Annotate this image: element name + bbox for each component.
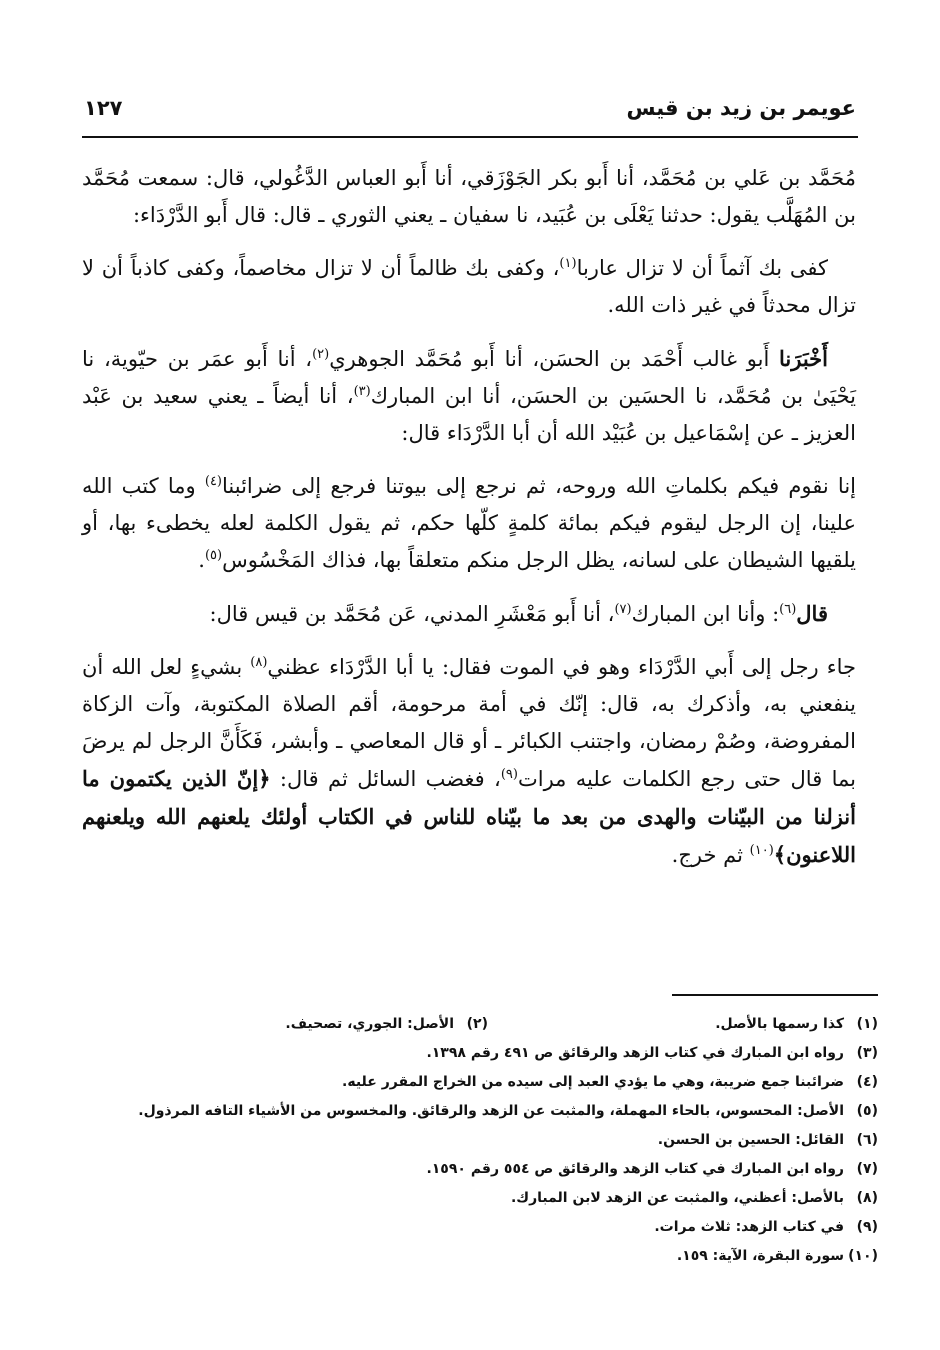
paragraph-isnad-3 [82,595,856,633]
footnote-text: القائل: الحسين بن الحسن. [657,1132,844,1148]
footnote-number: (٩) [856,1219,878,1235]
footnote [426,1155,878,1184]
footnote-row [100,1184,878,1213]
text-run: إنا نقوم فيكم بكلماتِ الله وروحه، ثم نرجع إلى بيوتنا فرجع إلى ضرائبنا [222,474,857,498]
footnote-number: (٣) [856,1045,878,1061]
footnote-number: (٤) [856,1074,878,1090]
header-rule [82,136,858,138]
bold-text: قال [796,601,828,626]
footnote-text: سورة البقرة، الآية: ١٥٩. [676,1248,844,1264]
text-run: ، وكفى بك ظالماً أن لا تزال مخاصماً، وكفى كاذباً أن لا تزال محدثاً في غير ذات الله. [82,256,856,317]
footnote [677,1242,878,1271]
paragraph-saying-1 [82,250,856,324]
text-run: ، أنا أَبو مَعْشَرِ المدني، عَن مُحَمَّد بن قيس قال: [209,602,615,626]
text-run: جاء رجل إلى أَبي الدَّرْدَاء وهو في الموت فقال: يا أبا الدَّرْدَاء عظني [267,655,856,679]
footnote [654,1213,878,1242]
footnote-ref: (٨) [250,655,268,670]
page-header [84,96,856,130]
footnote-row [100,1126,878,1155]
text-run: ، فغضب السائل ثم قال: [270,767,501,791]
footnote [715,1010,878,1039]
footnote-number: (١) [856,1016,878,1032]
footnote-ref: (١٠) [749,843,774,858]
running-title: عويمر بن زيد بن قيس [626,96,856,120]
footnote-row [100,1155,878,1184]
footnote [285,1010,488,1039]
bold-text: أَخْبَرَنا [779,346,828,371]
footnote-text: الأصل: المحسوس، بالحاء المهملة، والمثبت عن الزهد والرقائق. والمخسوس من الأشياء التافه المرذول. [138,1103,844,1119]
text-run: ثم خرج. [671,843,750,867]
footnote-text: الأصل: الجوري، تصحيف. [285,1016,454,1032]
footnote [342,1068,878,1097]
footnote-number: (٥) [856,1103,878,1119]
bold-text: ﴿إنّ الذين يكتمون ما أنزلنا من البيّنات والهدى من بعد ما بيّناه للناس في الكتاب أولئك يلعنهم الله ويلعنهم اللاعنون﴾ [82,766,856,867]
footnote [426,1039,878,1068]
footnote-ref: (٥) [204,548,223,563]
page-number: ١٢٧ [84,96,123,120]
paragraph-isnad-1 [82,160,856,234]
text-run: بشيءٍ لعل الله أن ينفعني به، وأذكرك به، قال: إنّك في أمة مرحومة، أقم الصلاة المكتوبة، وآت الزكاة المفروضة، وصُمْ رمضان، واجتنب الكبائر ـ أو قال المعاصي ـ وأبشر، فَكَأَنَّ الرجل لم يرضَ بما قال حتى رجع الكلمات عليه مرات [82,655,856,791]
footnote-row [100,1097,878,1126]
footnote-ref: (٤) [204,474,222,489]
footnote [658,1126,878,1155]
footnote-text: رواه ابن المبارك في كتاب الزهد والرقائق ص ٥٥٤ رقم ١٥٩٠. [426,1161,844,1177]
text-run: ، أنا أَبو عمَر بن حيّوية، نا يَحْيَىٰ بن مُحَمَّد، نا الحسَين بن الحسَن، أنا ابن المبارك [82,347,856,408]
text-run: وما كتب الله علينا، إن الرجل ليقوم فيكم بمائة كلمةٍ كلّها حكم، ثم يقول الكلمة لعله يخطىء بها، أو يلقيها الشيطان على لسانه، يظل الرجل منكم متعلقاً بها، فذاك المَخْسُوس [82,474,856,572]
footnote-number: (٦) [856,1132,878,1148]
paragraph-isnad-2 [82,340,856,452]
text-run: مُحَمَّد بن عَلي بن مُحَمَّد، أنا أَبو بكر الجَوْزَقي، أنا أَبو العباس الدَّغُولي، قال: سمعت مُحَمَّد بن المُهَلَّب يقول: حدثنا يَعْلَى بن عُبَيد، نا سفيان ـ يعني الثوري ـ قال: قال أَبو الدَّرْدَاء: [82,166,856,227]
main-text [82,160,856,890]
footnote-number: (٨) [856,1190,878,1206]
footnote [511,1184,878,1213]
text-run: : وأنا ابن المبارك [631,602,780,626]
text-run: أَبو غالب أَحْمَد بن الحسَن، أنا أَبو مُحَمَّد الجوهري [329,347,780,371]
text-run: كفى بك آثماً أن لا تزال عاربا [576,256,828,280]
footnote-row [100,1010,878,1039]
footnote-row [100,1068,878,1097]
footnote-ref: (٧) [614,602,632,617]
footnote-text: بالأصل: أعظني، والمثبت عن الزهد لابن المبارك. [510,1190,844,1206]
footnote-number: (٢) [466,1016,488,1032]
footnotes [100,1010,878,1271]
footnote-number: (٧) [856,1161,878,1177]
footnote-row [100,1213,878,1242]
paragraph-story [82,649,856,874]
text-run: . [198,548,205,572]
footnote-text: ضرائبنا جمع ضريبة، وهي ما يؤدي العبد إلى سيده من الخراج المقرر عليه. [342,1074,844,1090]
footnote-row [100,1242,878,1271]
footnote-number: (١٠) [848,1248,878,1264]
text-run: ، أنا أيضاً ـ يعني سعيد بن عَبْد العزيز ـ عن إسْمَاعيل بن عُبَيْد الله أن أبا الدَّرْدَاء قال: [82,384,856,445]
footnote-ref: (٦) [779,602,797,617]
footnote-text: في كتاب الزهد: ثلاث مرات. [654,1219,844,1235]
footnote-row [100,1039,878,1068]
footnote-rule [672,994,878,996]
footnote-ref: (٣) [353,384,371,399]
footnote [138,1097,878,1126]
paragraph-saying-2 [82,468,856,579]
footnote-ref: (١) [559,256,577,271]
footnote-ref: (٢) [312,347,330,362]
footnote-text: رواه ابن المبارك في كتاب الزهد والرقائق ص ٤٩١ رقم ١٣٩٨. [426,1045,844,1061]
footnote-text: كذا رسمها بالأصل. [715,1016,844,1032]
footnote-ref: (٩) [500,767,518,782]
